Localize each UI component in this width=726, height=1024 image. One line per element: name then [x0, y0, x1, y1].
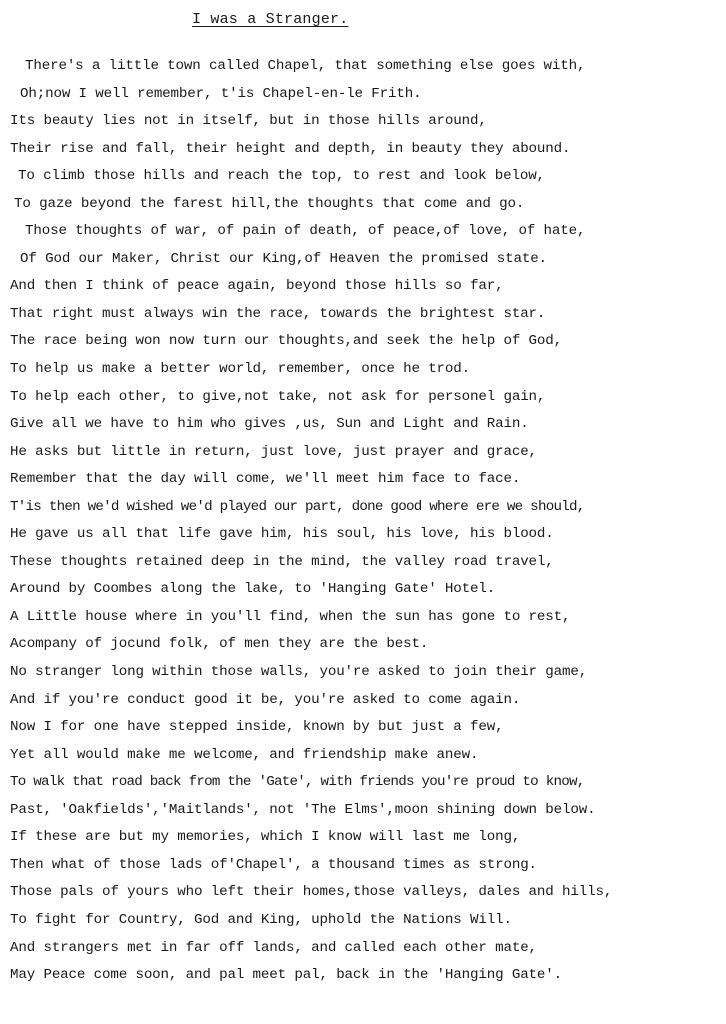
- poem-line: To gaze beyond the farest hill,the thoughts that come and go.: [14, 195, 525, 212]
- poem-line: Around by Coombes along the lake, to 'Hanging Gate' Hotel.: [10, 581, 496, 598]
- poem-line: Oh;now I well remember, t'is Chapel-en-le Frith.: [20, 85, 422, 102]
- poem-title: I was a Stranger.: [192, 11, 349, 28]
- poem-line: Acompany of jocund folk, of men they are the best.: [10, 636, 429, 653]
- poem-line: May Peace come soon, and pal meet pal, back in the 'Hanging Gate'.: [10, 967, 563, 984]
- poem-line: Give all we have to him who gives ,us, Sun and Light and Rain.: [10, 416, 529, 433]
- poem-line: No stranger long within those walls, you're asked to join their game,: [10, 664, 588, 681]
- poem-line: If these are but my memories, which I know will last me long,: [10, 829, 521, 846]
- poem-line: To fight for Country, God and King, uphold the Nations Will.: [10, 911, 512, 928]
- poem-line: Then what of those lads of'Chapel', a thousand times as strong.: [10, 856, 537, 873]
- poem-line: To walk that road back from the 'Gate', with friends you're proud to know,: [10, 774, 585, 791]
- poem-line: Their rise and fall, their height and depth, in beauty they abound.: [10, 140, 571, 157]
- poem-line: There's a little town called Chapel, that something else goes with,: [25, 58, 586, 74]
- poem-line: These thoughts retained deep in the mind, the valley road travel,: [10, 553, 554, 570]
- poem-line: Of God our Maker, Christ our King,of Heaven the promised state.: [20, 250, 547, 267]
- poem-line: The race being won now turn our thoughts,and seek the help of God,: [10, 333, 563, 350]
- poem-line: To climb those hills and reach the top, to rest and look below,: [18, 168, 545, 185]
- poem-line: Yet all would make me welcome, and friendship make anew.: [10, 746, 479, 763]
- poem-line: Now I for one have stepped inside, known by but just a few,: [10, 719, 504, 736]
- poem-line: Those pals of yours who left their homes,those valleys, dales and hills,: [10, 884, 613, 901]
- poem-line: And strangers met in far off lands, and called each other mate,: [10, 939, 537, 956]
- poem-line: Its beauty lies not in itself, but in those hills around,: [10, 113, 487, 130]
- poem-line: To help us make a better world, remember, once he trod.: [10, 361, 471, 378]
- poem-line: He asks but little in return, just love, just prayer and grace,: [10, 443, 537, 460]
- poem-line: And then I think of peace again, beyond those hills so far,: [10, 278, 504, 295]
- poem-line: Past, 'Oakfields','Maitlands', not 'The Elms',moon shining down below.: [10, 801, 596, 818]
- poem-line: He gave us all that life gave him, his soul, his love, his blood.: [10, 526, 554, 543]
- poem-line: T'is then we'd wished we'd played our part, done good where ere we should,: [10, 498, 585, 515]
- poem-line: And if you're conduct good it be, you're asked to come again.: [10, 691, 521, 708]
- poem-line: Those thoughts of war, of pain of death, of peace,of love, of hate,: [25, 223, 586, 240]
- poem-line: That right must always win the race, towards the brightest star.: [10, 305, 546, 322]
- poem-line: A Little house where in you'll find, when the sun has gone to rest,: [10, 608, 571, 625]
- poem-line: To help each other, to give,not take, not ask for personel gain,: [10, 388, 546, 405]
- poem-body: [10, 53, 722, 990]
- poem-line: Remember that the day will come, we'll meet him face to face.: [10, 471, 521, 488]
